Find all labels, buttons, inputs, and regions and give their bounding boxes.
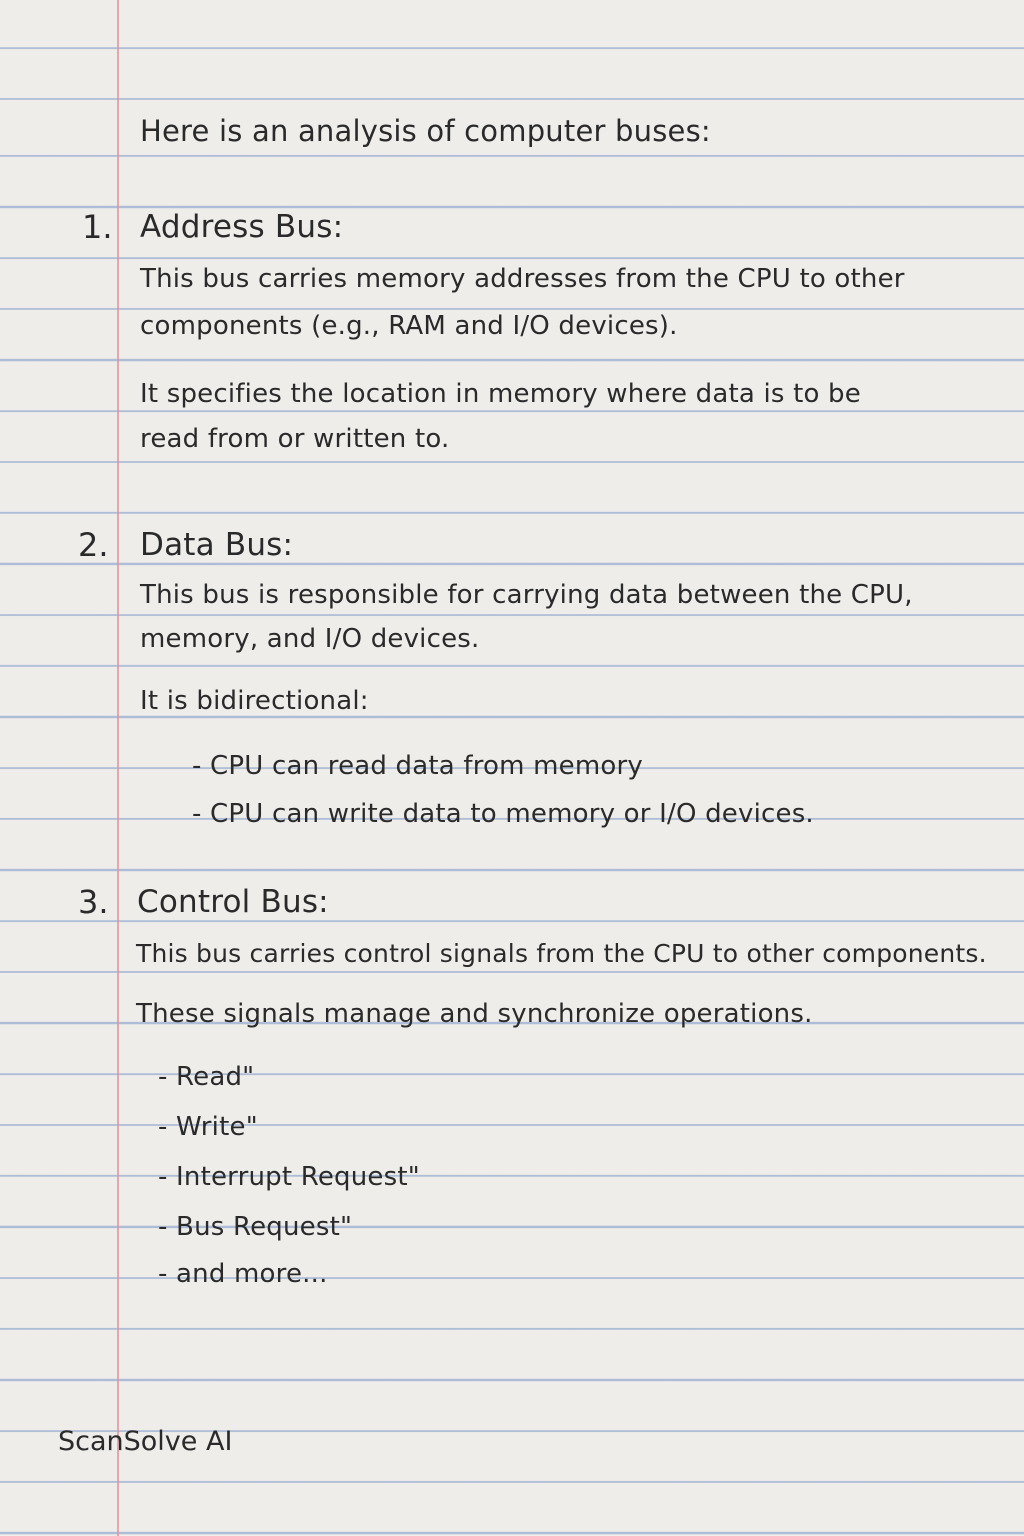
section-2-number: 2.: [78, 526, 109, 564]
section-3-title: Control Bus:: [137, 884, 329, 920]
margin-line: [117, 0, 119, 1536]
section-1-number: 1.: [82, 208, 113, 246]
section-3-bullet-1: - Read": [158, 1062, 255, 1092]
section-2-line-3: It is bidirectional:: [140, 686, 369, 716]
section-3-line-2: These signals manage and synchronize operations.: [136, 999, 813, 1029]
section-3-bullet-4: - Bus Request": [158, 1212, 353, 1242]
section-2-title: Data Bus:: [140, 527, 294, 563]
intro-text: Here is an analysis of computer buses:: [140, 114, 711, 148]
section-2-bullet-2: - CPU can write data to memory or I/O devices.: [192, 799, 814, 829]
section-2-line-1: This bus is responsible for carrying data between the CPU,: [140, 580, 913, 610]
section-1-line-4: read from or written to.: [140, 424, 450, 454]
section-1-line-3: It specifies the location in memory where data is to be: [140, 379, 861, 409]
section-3-line-1: This bus carries control signals from the CPU to other components.: [136, 939, 987, 968]
section-1-title: Address Bus:: [140, 209, 344, 245]
section-2-line-2: memory, and I/O devices.: [140, 624, 480, 654]
footer-brand: ScanSolve AI: [58, 1426, 233, 1457]
section-3-bullet-2: - Write": [158, 1112, 258, 1142]
section-1-line-1: This bus carries memory addresses from the CPU to other: [140, 264, 905, 294]
section-3-bullet-5: - and more...: [158, 1259, 328, 1289]
section-1-line-2: components (e.g., RAM and I/O devices).: [140, 311, 678, 341]
section-2-bullet-1: - CPU can read data from memory: [192, 751, 643, 781]
section-3-number: 3.: [78, 883, 109, 921]
section-3-bullet-3: - Interrupt Request": [158, 1162, 420, 1192]
